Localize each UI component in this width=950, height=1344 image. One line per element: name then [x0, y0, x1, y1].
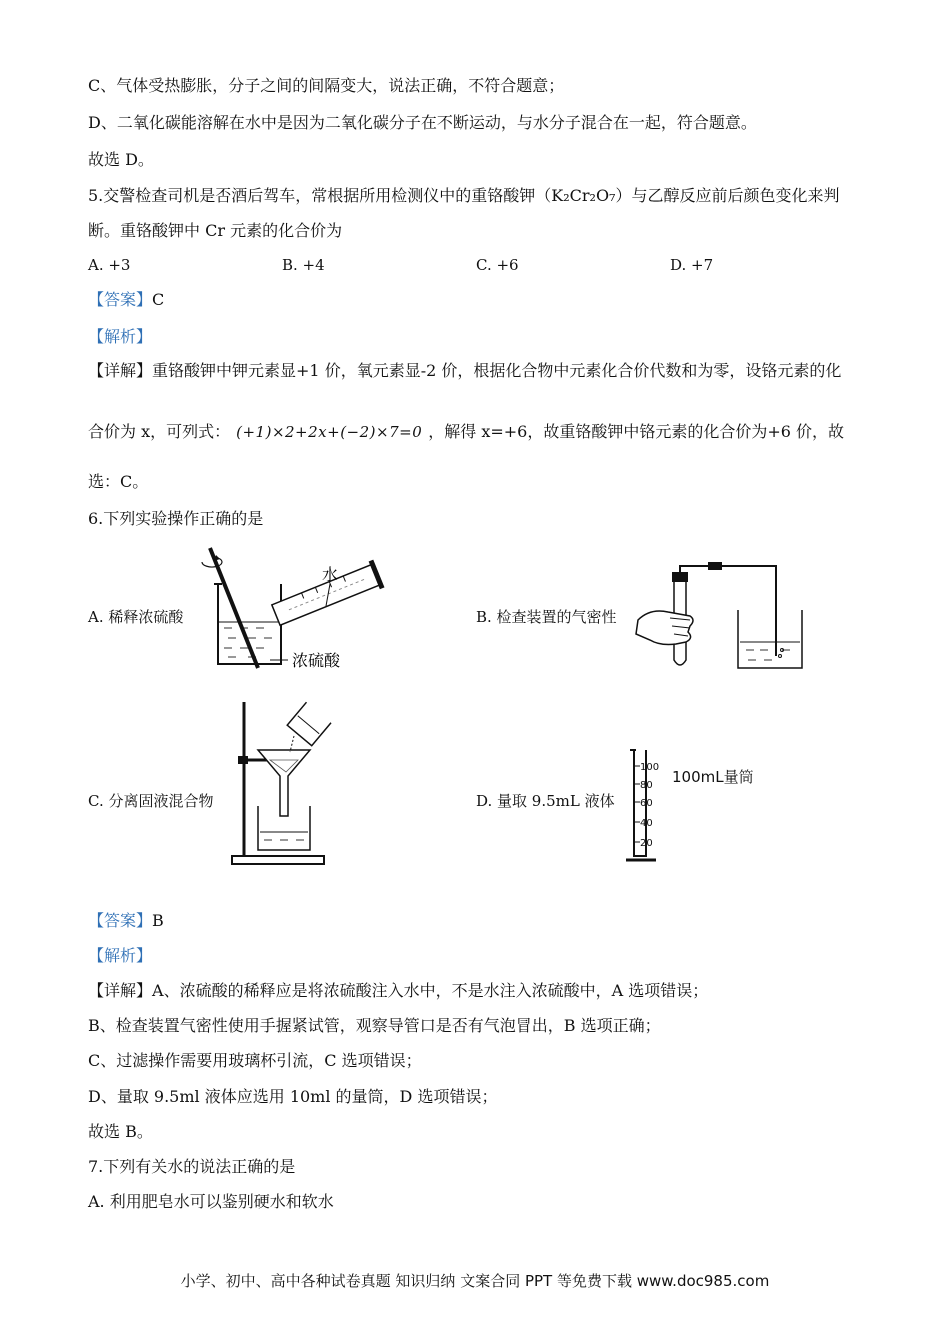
q5-option-a: A. +3 — [88, 256, 131, 274]
tick-label: 40 — [640, 818, 653, 829]
detail-text: A、浓硫酸的稀释应是将浓硫酸注入水中，不是水注入浓硫酸中，A 选项错误； — [152, 981, 709, 1000]
q5-option-d: D. +7 — [670, 256, 714, 274]
figure-filtration — [230, 696, 380, 866]
question-5-cont: 断。重铬酸钾中 Cr 元素的化合价为 — [88, 221, 343, 240]
detail-text: 合价为 x，可列式： — [88, 422, 231, 441]
analysis-tag: 【解析】 — [88, 327, 153, 346]
q6-option-a: A. 稀释浓硫酸 — [88, 608, 184, 626]
answer-value: C — [152, 290, 165, 309]
detail-6-end: 故选 B。 — [88, 1122, 153, 1141]
figure-airtight-check — [630, 560, 810, 675]
detail-6-c: C、过滤操作需要用玻璃杯引流，C 选项错误； — [88, 1051, 422, 1070]
q6-option-d: D. 量取 9.5mL 液体 — [476, 792, 615, 810]
text-line: 故选 D。 — [88, 150, 154, 169]
detail-6-b: B、检查装置气密性使用手握紧试管，观察导管口是否有气泡冒出，B 选项正确； — [88, 1016, 661, 1035]
detail-6 — [88, 981, 708, 1001]
detail-5 — [88, 361, 841, 381]
text-line: D、二氧化碳能溶解在水中是因为二氧化碳分子在不断运动，与水分子混合在一起，符合题意。 — [88, 113, 757, 132]
detail-5-end: 选：C。 — [88, 472, 149, 491]
water-label: 水 — [322, 565, 339, 584]
question-7: 7.下列有关水的说法正确的是 — [88, 1157, 296, 1176]
detail-text: ，解得 x=+6，故重铬酸钾中铬元素的化合价为+6 价，故 — [428, 422, 845, 441]
q5-option-c: C. +6 — [476, 256, 519, 274]
answer-tag: 【答案】 — [88, 290, 153, 309]
equation: (+1)×2+2x+(−2)×7=0 — [236, 423, 423, 441]
text-line: C、气体受热膨胀，分子之间的间隔变大，说法正确，不符合题意； — [88, 76, 565, 95]
detail-tag: 【详解】 — [88, 981, 153, 1000]
tick-label: 80 — [640, 780, 653, 791]
q6-option-c: C. 分离固液混合物 — [88, 792, 214, 810]
acid-label: 浓硫酸 — [292, 651, 341, 670]
figure-dilute-acid — [196, 544, 386, 674]
detail-6-d: D、量取 9.5ml 液体应选用 10ml 的量筒，D 选项错误； — [88, 1087, 498, 1106]
q6-option-b: B. 检查装置的气密性 — [476, 608, 617, 626]
tick-label: 20 — [640, 838, 653, 849]
page-footer: 小学、初中、高中各种试卷真题 知识归纳 文案合同 PPT 等免费下载 www.doc985.com — [180, 1272, 770, 1290]
answer-tag: 【答案】 — [88, 911, 153, 930]
cylinder-label: 100mL量筒 — [672, 768, 754, 786]
q5-option-b: B. +4 — [282, 256, 325, 274]
detail-5-eq-line — [88, 422, 844, 442]
question-5: 5.交警检查司机是否酒后驾车，常根据所用检测仪中的重铬酸钾（K₂Cr₂O₇）与乙醇反应前后颜色变化来判 — [88, 186, 840, 205]
detail-tag: 【详解】 — [88, 361, 153, 380]
q7-option-a: A. 利用肥皂水可以鉴别硬水和软水 — [88, 1192, 334, 1211]
figure-cylinder — [622, 744, 802, 868]
answer-5 — [88, 290, 164, 310]
tick-label: 100 — [640, 762, 660, 773]
detail-text: 重铬酸钾中钾元素显+1 价，氧元素显-2 价，根据化合物中元素化合价代数和为零，设铬元素的化 — [152, 361, 842, 380]
tick-label: 60 — [640, 798, 653, 809]
analysis-tag: 【解析】 — [88, 946, 153, 965]
answer-value: B — [152, 911, 164, 930]
answer-6 — [88, 911, 164, 931]
question-6: 6.下列实验操作正确的是 — [88, 509, 264, 528]
